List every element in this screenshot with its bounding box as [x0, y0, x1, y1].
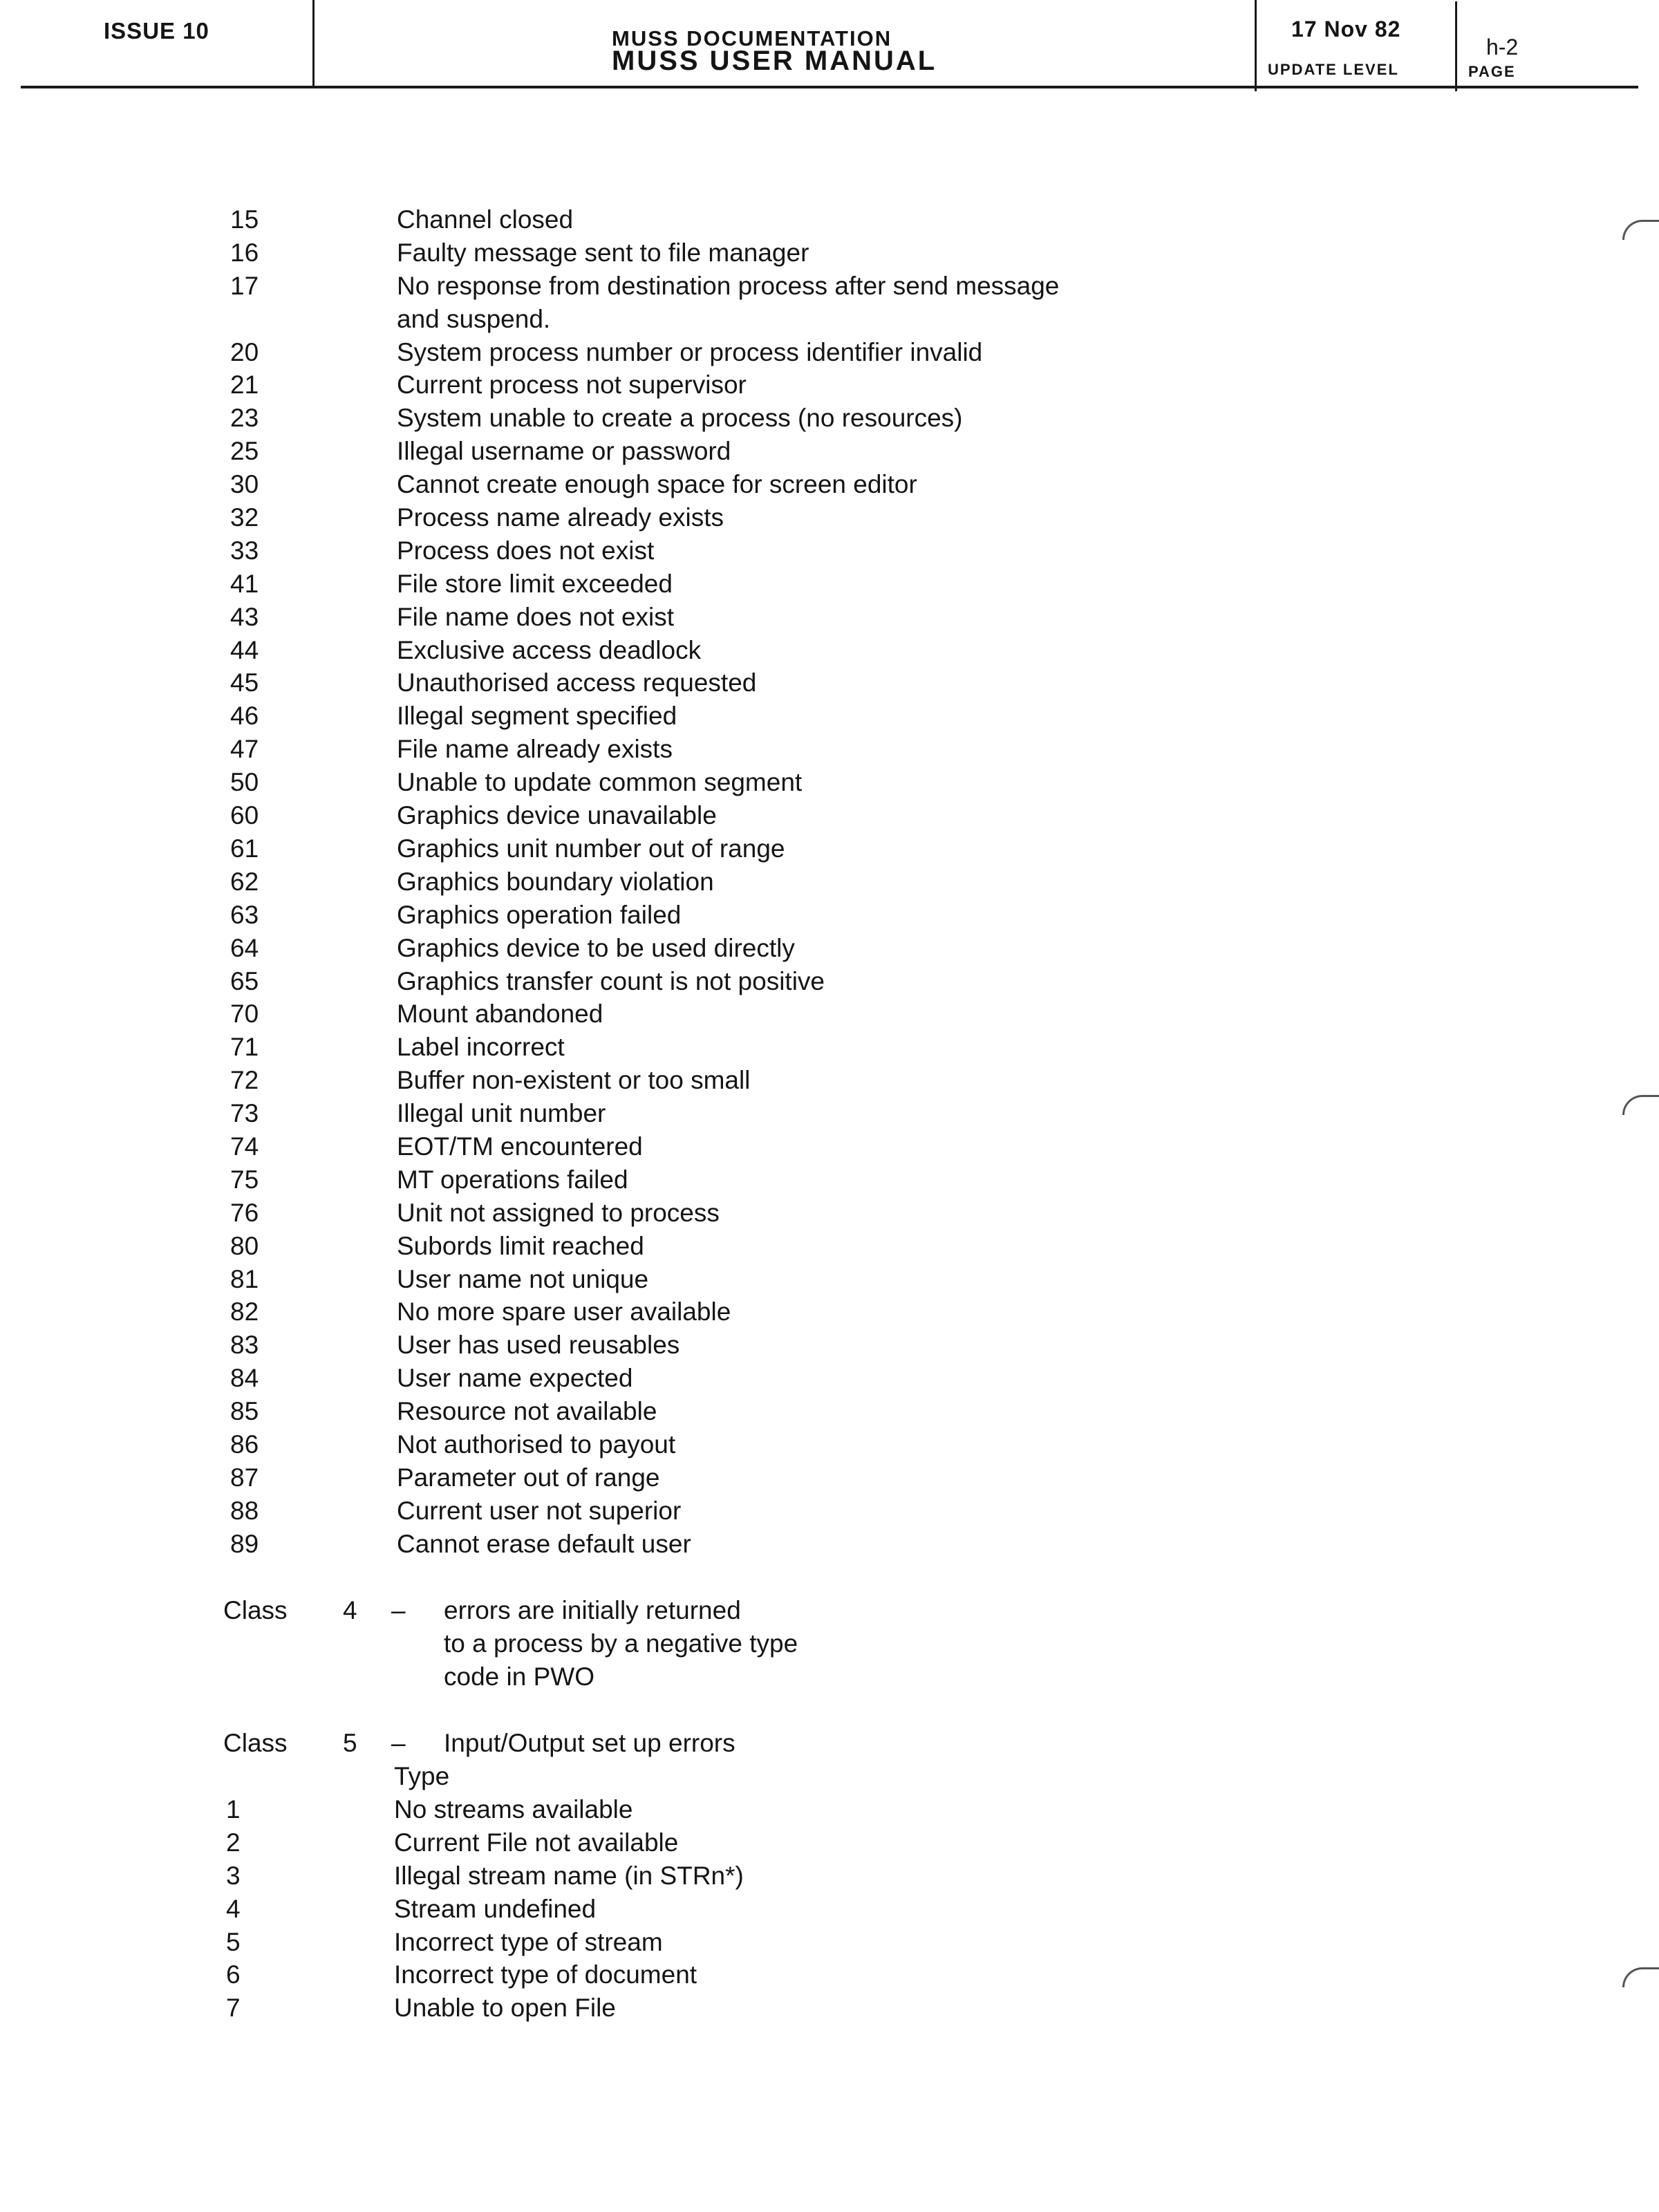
error-description — [397, 1528, 691, 1561]
error-code: 2 — [226, 1828, 241, 1857]
list-item — [0, 1064, 1659, 1097]
error-description — [397, 402, 963, 435]
error-description — [397, 634, 701, 667]
error-code: 75 — [230, 1165, 259, 1194]
list-item — [0, 1528, 1659, 1561]
class-dash: – — [391, 1729, 406, 1757]
class-label: Class — [223, 1596, 288, 1624]
list-item — [0, 1031, 1659, 1064]
error-description-text: No response from destination process after send message — [397, 271, 1060, 300]
class-number: 5 — [343, 1729, 357, 1757]
header-rule — [21, 86, 1638, 88]
class-title: Input/Output set up errors — [444, 1729, 735, 1757]
error-description-text: Resource not available — [397, 1397, 657, 1426]
error-code: 4 — [226, 1894, 241, 1923]
error-description — [397, 666, 756, 700]
error-description-text: Current user not superior — [397, 1496, 682, 1525]
error-code: 83 — [230, 1331, 259, 1360]
error-code: 25 — [230, 437, 259, 466]
list-item — [0, 435, 1659, 468]
error-description-text: Cannot create enough space for screen editor — [397, 470, 917, 499]
error-description — [394, 1991, 616, 2025]
error-description-text: User name not unique — [397, 1264, 649, 1293]
error-description-text: Unable to update common segment — [397, 768, 803, 797]
error-description-text: Current process not supervisor — [397, 371, 747, 400]
error-description — [397, 1031, 565, 1064]
error-description-text: Unit not assigned to process — [397, 1198, 720, 1227]
error-description-text: Graphics device to be used directly — [397, 933, 795, 962]
stream-error-list — [0, 1793, 1659, 2025]
page-label: PAGE — [1468, 63, 1516, 80]
error-description-text: Stream undefined — [394, 1894, 597, 1923]
error-description-text: File name does not exist — [397, 602, 675, 631]
error-description-text: Buffer non-existent or too small — [397, 1066, 751, 1095]
error-description — [397, 368, 747, 402]
error-code: 74 — [230, 1132, 259, 1161]
class-label: Class — [223, 1729, 288, 1757]
error-description-text: Illegal username or password — [397, 437, 731, 466]
error-code: 16 — [230, 238, 259, 267]
error-code: 1 — [226, 1795, 241, 1824]
error-description — [397, 700, 677, 733]
error-description — [397, 601, 674, 634]
error-description-text: Mount abandoned — [397, 1000, 603, 1029]
error-description-text: Exclusive access deadlock — [397, 635, 702, 664]
list-item — [0, 1893, 1659, 1926]
error-description-text: User has used reusables — [397, 1331, 680, 1360]
error-description — [394, 1893, 596, 1926]
error-description-text: Illegal segment specified — [397, 702, 677, 731]
manual-title: MUSS USER MANUAL — [612, 46, 937, 76]
error-description — [397, 832, 785, 865]
error-description — [397, 336, 982, 369]
list-item — [0, 1230, 1659, 1263]
list-item — [0, 1826, 1659, 1859]
error-description-text: Unable to open File — [394, 1994, 616, 2023]
error-description — [394, 1926, 663, 1959]
error-description-text: MT operations failed — [397, 1165, 628, 1194]
error-description-text: Process does not exist — [397, 536, 655, 565]
error-code: 65 — [230, 966, 259, 995]
error-description — [397, 236, 809, 270]
error-code: 87 — [230, 1463, 259, 1492]
class-description — [444, 1594, 798, 1694]
class-description-line: errors are initially returned — [444, 1596, 741, 1624]
error-code: 5 — [226, 1927, 241, 1956]
list-item — [0, 1395, 1659, 1428]
list-item — [0, 1197, 1659, 1230]
list-item — [0, 832, 1659, 865]
error-description — [397, 1295, 731, 1329]
error-description — [397, 1263, 648, 1296]
error-description — [394, 1859, 744, 1893]
error-code: 88 — [230, 1496, 259, 1525]
list-item — [0, 865, 1659, 899]
list-item — [0, 766, 1659, 799]
error-code: 81 — [230, 1264, 259, 1293]
error-description — [397, 1362, 632, 1395]
error-description — [397, 435, 731, 468]
list-item — [0, 1859, 1659, 1893]
list-item — [0, 965, 1659, 998]
error-code: 15 — [230, 205, 259, 234]
list-item — [0, 1362, 1659, 1395]
error-code: 33 — [230, 536, 259, 565]
error-description-text: Not authorised to payout — [397, 1430, 676, 1459]
error-code: 17 — [230, 271, 259, 300]
error-description — [397, 1197, 720, 1230]
error-description — [397, 1097, 606, 1130]
error-code: 72 — [230, 1066, 259, 1095]
list-item — [0, 733, 1659, 766]
error-description — [394, 1826, 678, 1859]
error-description-text: Channel closed — [397, 205, 574, 234]
list-item — [0, 203, 1659, 236]
error-description — [397, 534, 654, 568]
list-item — [0, 1494, 1659, 1528]
error-description-text: Process name already exists — [397, 503, 724, 532]
error-description-continuation: and suspend. — [397, 304, 551, 333]
list-item — [0, 1793, 1659, 1826]
error-description-text: Subords limit reached — [397, 1231, 644, 1260]
error-code: 46 — [230, 702, 259, 731]
error-code: 76 — [230, 1198, 259, 1227]
error-description — [397, 899, 681, 932]
error-description-text: Graphics transfer count is not positive — [397, 966, 825, 995]
list-item — [0, 666, 1659, 700]
error-description — [397, 1163, 628, 1197]
list-item — [0, 1295, 1659, 1329]
list-item — [0, 1097, 1659, 1130]
error-code: 6 — [226, 1960, 241, 1989]
error-description — [397, 733, 673, 766]
error-code: 71 — [230, 1033, 259, 1062]
error-code: 64 — [230, 933, 259, 962]
list-item — [0, 1130, 1659, 1163]
page-number: h-2 — [1486, 35, 1519, 59]
list-item — [0, 1329, 1659, 1362]
list-item — [0, 1926, 1659, 1959]
error-code: 80 — [230, 1231, 259, 1260]
update-level-label: UPDATE LEVEL — [1268, 61, 1399, 78]
error-code: 89 — [230, 1529, 259, 1558]
error-description-text: Current File not available — [394, 1828, 679, 1857]
error-description-text: Graphics device unavailable — [397, 801, 717, 830]
header-divider — [312, 0, 315, 86]
error-description — [397, 965, 825, 998]
error-code: 61 — [230, 834, 259, 863]
type-column-label: Type — [394, 1762, 450, 1790]
error-description-text: Graphics boundary violation — [397, 867, 714, 896]
error-description-text: System unable to create a process (no resources) — [397, 404, 963, 433]
error-description-text: File store limit exceeded — [397, 569, 673, 598]
error-code: 63 — [230, 900, 259, 929]
list-item — [0, 1163, 1659, 1197]
error-description — [397, 1329, 679, 1362]
page-header — [0, 0, 1659, 90]
list-item — [0, 568, 1659, 601]
error-code: 86 — [230, 1430, 259, 1459]
error-description-text: Illegal unit number — [397, 1099, 606, 1128]
error-code: 60 — [230, 801, 259, 830]
class-description-line: to a process by a negative type — [444, 1629, 798, 1658]
error-code: 85 — [230, 1397, 259, 1426]
error-description-text: No streams available — [394, 1795, 633, 1824]
error-description — [397, 1064, 750, 1097]
error-description — [397, 1461, 660, 1494]
header-divider — [1455, 1, 1457, 91]
error-description — [397, 932, 795, 965]
error-description — [397, 865, 714, 899]
error-code: 47 — [230, 735, 259, 764]
list-item — [0, 1428, 1659, 1461]
list-item — [0, 799, 1659, 832]
error-description — [397, 270, 1059, 336]
list-item — [0, 899, 1659, 932]
error-code: 62 — [230, 867, 259, 896]
error-description-text: Faulty message sent to file manager — [397, 238, 809, 267]
error-code: 20 — [230, 337, 259, 366]
list-item — [0, 534, 1659, 568]
error-description — [394, 1793, 632, 1826]
error-code: 43 — [230, 602, 259, 631]
error-description-text: Cannot erase default user — [397, 1529, 691, 1558]
list-item — [0, 402, 1659, 435]
error-description-text: Incorrect type of stream — [394, 1927, 663, 1956]
error-code: 50 — [230, 768, 259, 797]
error-description-text: System process number or process identifier invalid — [397, 337, 983, 366]
issue-number: ISSUE 10 — [104, 18, 209, 44]
error-description-text: Illegal stream name (in STRn*) — [394, 1861, 744, 1890]
error-description-text: Incorrect type of document — [394, 1960, 697, 1989]
error-code: 45 — [230, 668, 259, 697]
error-description — [397, 468, 917, 501]
error-description-text: Graphics operation failed — [397, 900, 682, 929]
list-item — [0, 932, 1659, 965]
list-item — [0, 601, 1659, 634]
class-description-line: code in PWO — [444, 1662, 594, 1691]
list-item — [0, 336, 1659, 369]
error-description — [397, 1395, 657, 1428]
error-code: 82 — [230, 1297, 259, 1327]
list-item — [0, 634, 1659, 667]
error-description-text: No more spare user available — [397, 1297, 731, 1327]
error-description — [397, 766, 802, 799]
error-description — [397, 1230, 644, 1263]
list-item — [0, 368, 1659, 402]
error-description — [397, 1428, 675, 1461]
error-description-text: Graphics unit number out of range — [397, 834, 785, 863]
error-description-text: Parameter out of range — [397, 1463, 660, 1492]
list-item — [0, 1461, 1659, 1494]
error-code: 70 — [230, 1000, 259, 1029]
class-number: 4 — [343, 1596, 357, 1624]
error-description — [394, 1958, 697, 1991]
error-code: 23 — [230, 404, 259, 433]
list-item — [0, 1263, 1659, 1296]
error-description-text: EOT/TM encountered — [397, 1132, 643, 1161]
documentation-title: MUSS DOCUMENTATION — [612, 26, 892, 50]
error-code: 3 — [226, 1861, 241, 1890]
list-item — [0, 501, 1659, 534]
error-description — [397, 501, 724, 534]
list-item — [0, 236, 1659, 270]
list-item — [0, 700, 1659, 733]
error-code: 44 — [230, 635, 259, 664]
error-code: 73 — [230, 1099, 259, 1128]
error-code: 30 — [230, 470, 259, 499]
error-code: 7 — [226, 1994, 241, 2023]
list-item — [0, 997, 1659, 1031]
class-dash: – — [391, 1596, 406, 1624]
header-divider — [1255, 0, 1257, 91]
list-item — [0, 270, 1659, 336]
list-item — [0, 468, 1659, 501]
error-description — [397, 1130, 643, 1163]
error-description — [397, 568, 673, 601]
error-code: 32 — [230, 503, 259, 532]
error-description-text: User name expected — [397, 1364, 633, 1393]
error-description-text: Unauthorised access requested — [397, 668, 757, 697]
error-description-text: Label incorrect — [397, 1033, 565, 1062]
update-date: 17 Nov 82 — [1291, 17, 1401, 41]
error-description — [397, 799, 717, 832]
error-code-list — [0, 203, 1659, 1561]
error-code: 41 — [230, 569, 259, 598]
error-code: 84 — [230, 1364, 259, 1393]
error-description — [397, 1494, 681, 1528]
error-code: 21 — [230, 371, 259, 400]
list-item — [0, 1991, 1659, 2025]
error-description — [397, 203, 573, 236]
error-description — [397, 997, 603, 1031]
error-description-text: File name already exists — [397, 735, 673, 764]
list-item — [0, 1958, 1659, 1991]
